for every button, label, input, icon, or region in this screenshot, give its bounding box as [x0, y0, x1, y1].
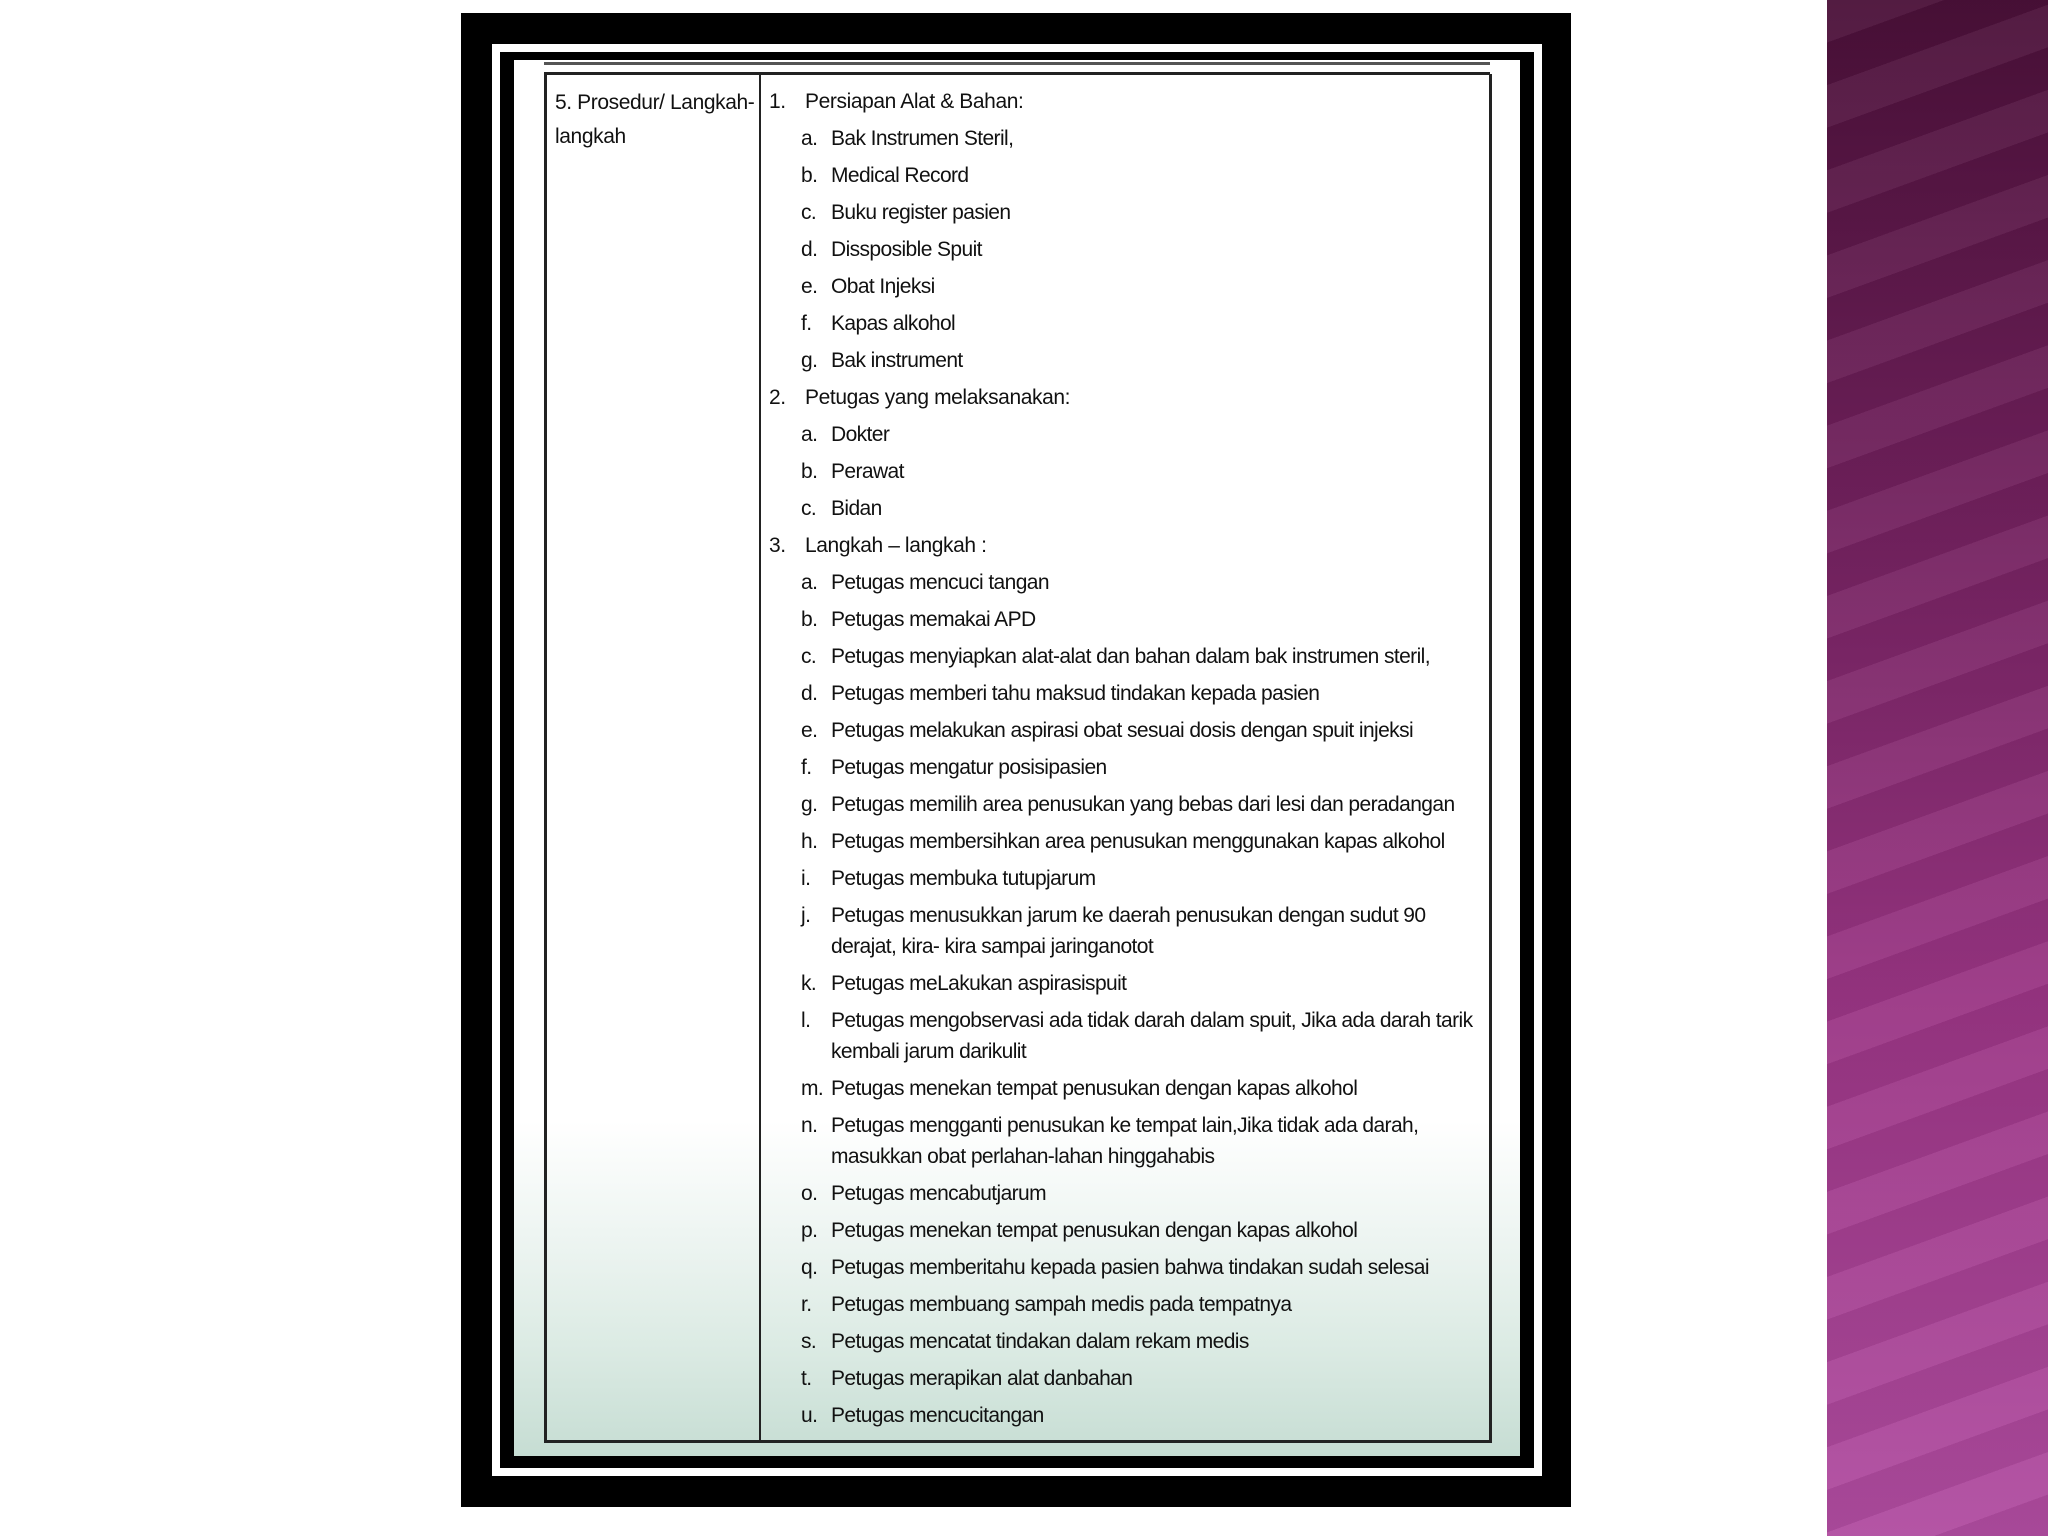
item-text: Petugas mencuci tangan: [831, 571, 1049, 594]
item-text: Buku register pasien: [831, 201, 1011, 224]
item-letter: a.: [801, 423, 818, 446]
list-item: [769, 234, 1479, 265]
item-letter: d.: [801, 238, 818, 261]
item-letter: s.: [801, 1330, 817, 1353]
list-item: [769, 123, 1479, 154]
list-item: [769, 419, 1479, 450]
section-title: Petugas yang melaksanakan:: [805, 386, 1071, 409]
item-letter: k.: [801, 972, 817, 995]
item-text: Petugas menusukkan jarum ke daerah penusukan dengan sudut 90 derajat, kira- kira sampai jaringanotot: [831, 904, 1426, 958]
item-letter: a.: [801, 571, 818, 594]
item-text: Petugas mengobservasi ada tidak darah dalam spuit, Jika ada darah tarik kembali jarum darikulit: [831, 1009, 1473, 1063]
item-text: Kapas alkohol: [831, 312, 956, 335]
list-item: [769, 197, 1479, 228]
item-text: Petugas memberi tahu maksud tindakan kepada pasien: [831, 682, 1320, 705]
item-letter: g.: [801, 349, 818, 372]
list-item: [769, 863, 1479, 894]
item-letter: o.: [801, 1182, 818, 1205]
item-letter: b.: [801, 608, 818, 631]
list-item: [769, 826, 1479, 857]
item-letter: j.: [801, 904, 811, 927]
item-text: Obat Injeksi: [831, 275, 935, 298]
item-text: Petugas memberitahu kepada pasien bahwa tindakan sudah selesai: [831, 1256, 1429, 1279]
item-text: Bak instrument: [831, 349, 963, 372]
item-letter: t.: [801, 1367, 812, 1390]
item-text: Petugas meLakukan aspirasispuit: [831, 972, 1127, 995]
item-text: Petugas membuang sampah medis pada tempatnya: [831, 1293, 1292, 1316]
list-item: [769, 789, 1479, 820]
list-item: [769, 604, 1479, 635]
item-letter: l.: [801, 1009, 811, 1032]
item-text: Bak Instrumen Steril,: [831, 127, 1014, 150]
item-text: Petugas melakukan aspirasi obat sesuai dosis dengan spuit injeksi: [831, 719, 1414, 742]
item-letter: e.: [801, 275, 818, 298]
item-letter: b.: [801, 164, 818, 187]
item-text: Petugas memilih area penusukan yang bebas dari lesi dan peradangan: [831, 793, 1455, 816]
section-heading: [769, 86, 1479, 117]
item-text: Petugas membuka tutupjarum: [831, 867, 1096, 890]
section-title: Persiapan Alat & Bahan:: [805, 90, 1024, 113]
column-divider: [759, 74, 761, 1440]
list-item: [769, 968, 1479, 999]
item-text: Petugas merapikan alat danbahan: [831, 1367, 1133, 1390]
item-text: Perawat: [831, 460, 904, 483]
list-item: [769, 1215, 1479, 1246]
list-item: [769, 1400, 1479, 1431]
side-decor-band: [1827, 0, 2048, 1536]
item-letter: r.: [801, 1293, 812, 1316]
item-letter: e.: [801, 719, 818, 742]
item-letter: c.: [801, 645, 817, 668]
list-item: [769, 493, 1479, 524]
item-letter: p.: [801, 1219, 818, 1242]
item-letter: f.: [801, 756, 812, 779]
list-item: [769, 641, 1479, 672]
top-rule: [544, 62, 1490, 65]
item-text: Dokter: [831, 423, 890, 446]
list-item: [769, 1252, 1479, 1283]
section-title: Langkah – langkah :: [805, 534, 987, 557]
item-letter: u.: [801, 1404, 818, 1427]
item-text: Petugas menekan tempat penusukan dengan kapas alkohol: [831, 1077, 1358, 1100]
item-text: Petugas mengganti penusukan ke tempat lain,Jika tidak ada darah, masukkan obat perlahan-lahan hinggahabis: [831, 1114, 1419, 1168]
list-item: [769, 1073, 1479, 1104]
item-letter: a.: [801, 127, 818, 150]
item-text: Petugas membersihkan area penusukan menggunakan kapas alkohol: [831, 830, 1445, 853]
list-item: [769, 900, 1479, 962]
item-text: Petugas mencatat tindakan dalam rekam medis: [831, 1330, 1249, 1353]
item-letter: q.: [801, 1256, 818, 1279]
item-letter: c.: [801, 201, 817, 224]
list-item: [769, 1178, 1479, 1209]
procedure-label: 5. Prosedur/ Langkah- langkah: [555, 91, 755, 148]
item-text: Petugas menyiapkan alat-alat dan bahan dalam bak instrumen steril,: [831, 645, 1430, 668]
item-text: Medical Record: [831, 164, 969, 187]
item-letter: m.: [801, 1077, 824, 1100]
item-text: Petugas mencucitangan: [831, 1404, 1044, 1427]
list-item: [769, 678, 1479, 709]
item-letter: b.: [801, 460, 818, 483]
item-letter: d.: [801, 682, 818, 705]
list-item: [769, 1363, 1479, 1394]
list-item: [769, 1326, 1479, 1357]
list-item: [769, 271, 1479, 302]
procedure-content: [769, 86, 1479, 1437]
list-item: [769, 308, 1479, 339]
item-text: Bidan: [831, 497, 882, 520]
list-item: [769, 567, 1479, 598]
item-letter: n.: [801, 1114, 818, 1137]
list-item: [769, 456, 1479, 487]
item-letter: g.: [801, 793, 818, 816]
list-item: [769, 1005, 1479, 1067]
section-number: 2.: [769, 386, 786, 409]
item-text: Petugas menekan tempat penusukan dengan kapas alkohol: [831, 1219, 1358, 1242]
list-item: [769, 1289, 1479, 1320]
section-heading: [769, 382, 1479, 413]
section-number: 3.: [769, 534, 786, 557]
list-item: [769, 160, 1479, 191]
list-item: [769, 345, 1479, 376]
item-letter: h.: [801, 830, 818, 853]
document-page: [514, 60, 1520, 1456]
item-text: Petugas mengatur posisipasien: [831, 756, 1107, 779]
item-letter: i.: [801, 867, 811, 890]
item-letter: c.: [801, 497, 817, 520]
list-item: [769, 1110, 1479, 1172]
list-item: [769, 752, 1479, 783]
section-number: 1.: [769, 90, 786, 113]
item-letter: f.: [801, 312, 812, 335]
item-text: Petugas mencabutjarum: [831, 1182, 1047, 1205]
procedure-table: [544, 74, 1492, 1443]
item-text: Dissposible Spuit: [831, 238, 982, 261]
list-item: [769, 715, 1479, 746]
item-text: Petugas memakai APD: [831, 608, 1036, 631]
section-heading: [769, 530, 1479, 561]
